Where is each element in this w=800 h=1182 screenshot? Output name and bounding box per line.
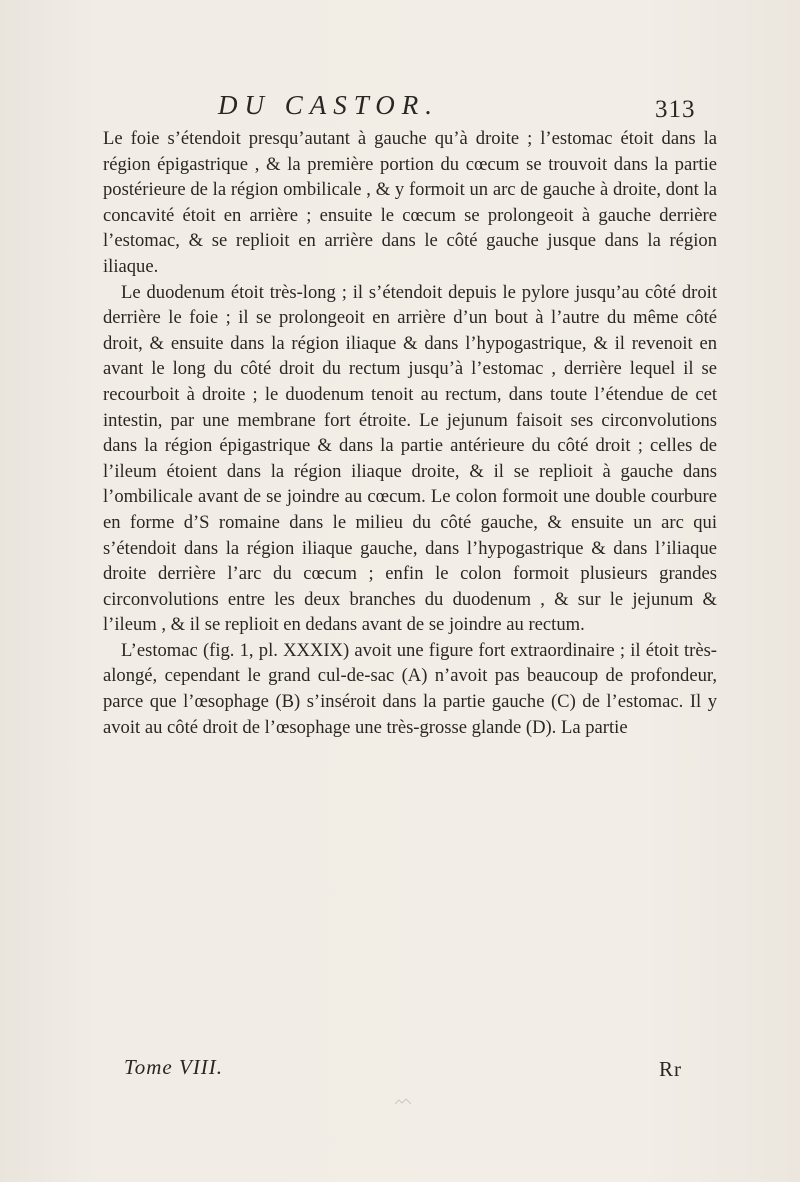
body-text — [103, 126, 717, 740]
paragraph-intestines: Le duodenum étoit très-long ; il s’étendoit depuis le pylore jusqu’au côté droit derrière le foie ; il se prolongeoit en arrière d’un bout à l’autre du même côté droit, & ensuite dans la région iliaque & dans l’hypogastrique, & il revenoit en avant le long du côté droit du rectum jusqu’à l’estomac , derrière lequel il se recourboit à droite ; le duodenum tenoit au rectum, dans toute l’étendue de cet intestin, par une membrane fort étroite. Le jejunum faisoit ses circonvolutions dans la région épigastrique & dans la partie antérieure du côté droit ; celles de l’ileum étoient dans la région iliaque droite, & il se replioit à gauche dans l’ombilicale avant de se joindre au cœcum. Le colon formoit une double courbure en forme d’S romaine dans le milieu du côté gauche, & ensuite un arc qui s’étendoit dans la région iliaque gauche, dans l’hypogastrique & dans l’iliaque droite derrière l’arc du cœcum ; enfin le colon formoit plusieurs grandes circonvolutions entre les deux branches du duodenum , & sur le jejunum & l’ileum , & il se replioit en dedans avant de se joindre au rectum. — [103, 281, 717, 636]
ink-smudge-icon — [394, 1098, 412, 1106]
page-footer — [0, 1055, 800, 1085]
volume-label: Tome VIII. — [124, 1055, 224, 1079]
running-title: DU CASTOR. — [218, 90, 440, 120]
page-number: 313 — [655, 96, 696, 123]
page-header — [0, 90, 800, 124]
paragraph-stomach-figure: L’estomac (fig. 1, pl. XXXIX) avoit une figure fort extraordinaire ; il étoit très-alongé, cependant le grand cul-de-sac (A) n’avoit pas beaucoup de profondeur, parce que l’œsophage (B) s’inséroit dans la partie gauche (C) de l’estomac. Il y avoit au côté droit de l’œsophage une très-grosse glande (D). La partie — [103, 639, 717, 738]
paragraph-liver-stomach: Le foie s’étendoit presqu’autant à gauche qu’à droite ; l’estomac étoit dans la région épigastrique , & la première portion du cœcum se trouvoit dans la partie postérieure de la région ombilicale , & y formoit un arc de gauche à droite, dont la concavité étoit en arrière ; ensuite le cœcum se prolongeoit à gauche derrière l’estomac, & se replioit en arrière dans le côté gauche jusque dans la région iliaque. — [103, 128, 717, 277]
signature-mark: Rr — [659, 1057, 682, 1081]
